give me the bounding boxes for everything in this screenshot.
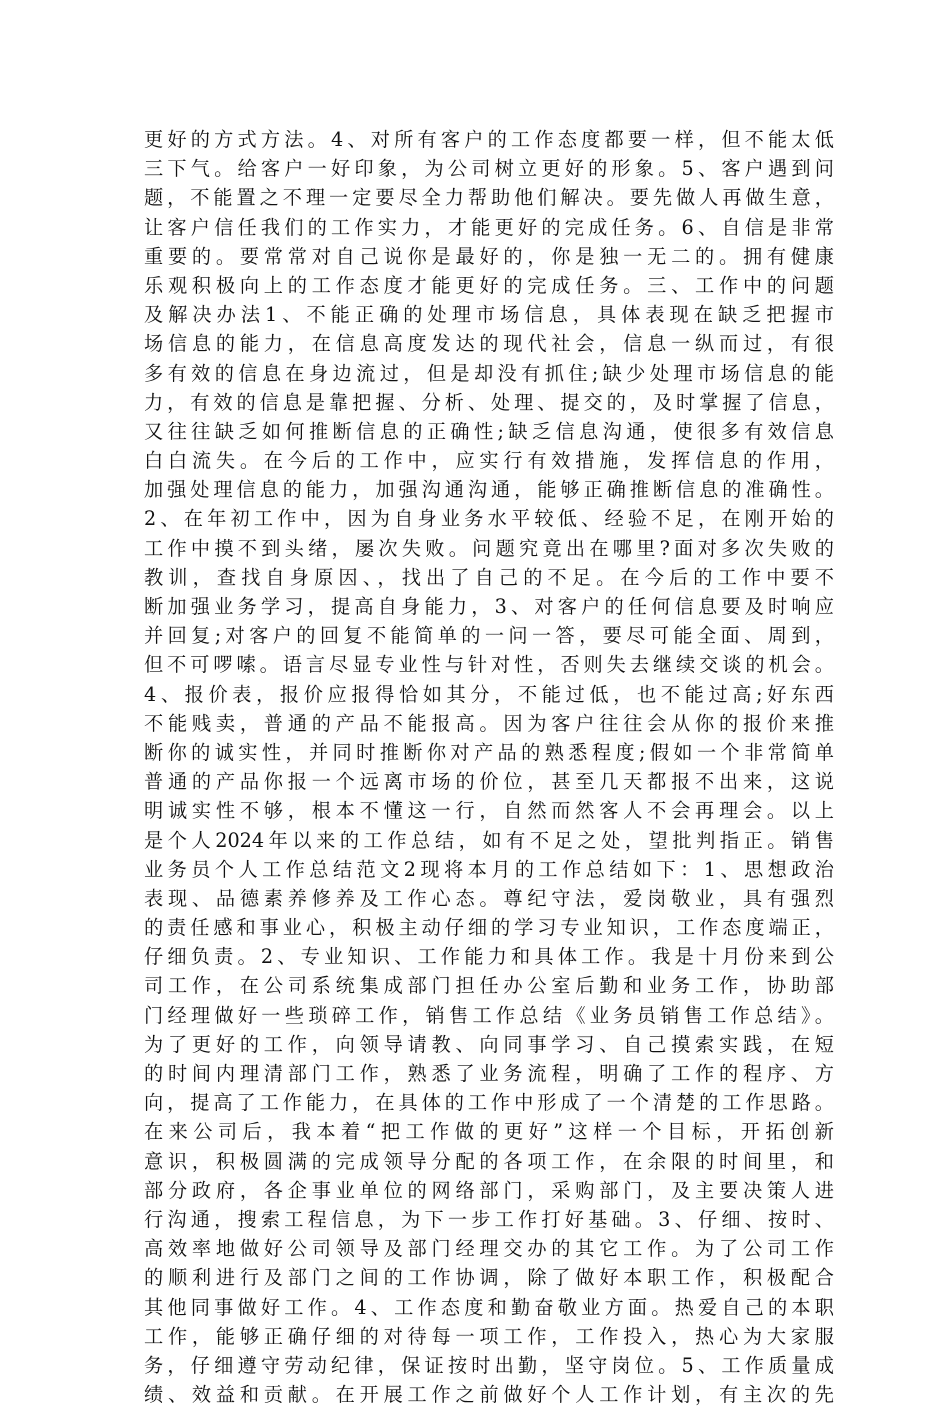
text-line: 4、报价表，报价应报得恰如其分，不能过低，也不能过高;好东西 — [144, 682, 834, 706]
text-line: 三下气。给客户一好印象，为公司树立更好的形象。5、客户遇到问 — [144, 157, 834, 181]
text-line: 的责任感和事业心，积极主动仔细的学习专业知识，工作态度端正， — [144, 916, 834, 940]
text-line: 工作中摸不到头绪，屡次失败。问题究竟出在哪里?面对多次失败的 — [144, 536, 834, 560]
text-line: 断你的诚实性，并同时推断你对产品的熟悉程度;假如一个非常简单 — [144, 740, 834, 764]
text-line: 又往往缺乏如何推断信息的正确性;缺乏信息沟通，使很多有效信息 — [144, 419, 834, 443]
text-line: 重要的。要常常对自己说你是最好的，你是独一无二的。拥有健康 — [144, 244, 834, 268]
text-line: 仔细负责。2、专业知识、工作能力和具体工作。我是十月份来到公 — [144, 945, 834, 969]
text-line: 力，有效的信息是靠把握、分析、处理、提交的，及时掌握了信息， — [144, 390, 834, 414]
text-line: 并回复;对客户的回复不能简单的一问一答，要尽可能全面、周到， — [144, 624, 834, 648]
text-line: 不能贱卖，普通的产品不能报高。因为客户往往会从你的报价来推 — [144, 711, 834, 735]
text-line: 为了更好的工作，向领导请教、向同事学习、自己摸索实践，在短 — [144, 1032, 834, 1056]
text-line: 司工作，在公司系统集成部门担任办公室后勤和业务工作，协助部 — [144, 974, 834, 998]
text-line: 的顺利进行及部门之间的工作协调，除了做好本职工作，积极配合 — [144, 1266, 834, 1290]
text-line: 行沟通，搜索工程信息，为下一步工作打好基础。3、仔细、按时、 — [144, 1207, 834, 1231]
text-line: 及解决办法1、不能正确的处理市场信息，具体表现在缺乏把握市 — [144, 303, 834, 327]
text-line: 向，提高了工作能力，在具体的工作中形成了一个清楚的工作思路。 — [144, 1091, 834, 1115]
text-line: 但不可啰嗦。语言尽显专业性与针对性，否则失去继续交谈的机会。 — [144, 653, 834, 677]
text-line: 让客户信任我们的工作实力，才能更好的完成任务。6、自信是非常 — [144, 215, 834, 239]
text-line: 业务员个人工作总结范文2现将本月的工作总结如下：1、思想政治 — [144, 857, 834, 881]
body-text — [144, 125, 834, 1409]
text-line: 普通的产品你报一个远离市场的价位，甚至几天都报不出来，这说 — [144, 770, 834, 794]
text-line: 断加强业务学习，提高自身能力，3、对客户的任何信息要及时响应 — [144, 595, 834, 618]
text-line: 门经理做好一些琐碎工作，销售工作总结《业务员销售工作总结》。 — [144, 1003, 834, 1027]
text-line: 题，不能置之不理一定要尽全力帮助他们解决。要先做人再做生意， — [144, 186, 834, 210]
text-line: 加强处理信息的能力，加强沟通沟通，能够正确推断信息的准确性。 — [144, 478, 834, 502]
text-line: 部分政府，各企事业单位的网络部门，采购部门，及主要决策人进 — [144, 1178, 834, 1202]
text-line: 的时间内理清部门工作，熟悉了业务流程，明确了工作的程序、方 — [144, 1062, 834, 1085]
text-line: 务，仔细遵守劳动纪律，保证按时出勤，坚守岗位。5、工作质量成 — [144, 1353, 834, 1377]
text-line: 其他同事做好工作。4、工作态度和勤奋敬业方面。热爱自己的本职 — [144, 1295, 834, 1319]
text-line: 乐观积极向上的工作态度才能更好的完成任务。三、工作中的问题 — [144, 273, 834, 297]
text-line: 高效率地做好公司领导及部门经理交办的其它工作。为了公司工作 — [144, 1237, 834, 1261]
text-line: 表现、品德素养修养及工作心态。尊纪守法，爱岗敬业，具有强烈 — [144, 886, 834, 910]
text-line: 2、在年初工作中，因为自身业务水平较低、经验不足，在刚开始的 — [144, 507, 834, 531]
text-line: 多有效的信息在身边流过，但是却没有抓住;缺少处理市场信息的能 — [144, 361, 834, 385]
text-line: 意识，积极圆满的完成领导分配的各项工作，在余限的时间里，和 — [144, 1149, 834, 1173]
text-line: 在来公司后，我本着“把工作做的更好”这样一个目标，开拓创新 — [144, 1120, 834, 1144]
text-line: 明诚实性不够，根本不懂这一行，自然而然客人不会再理会。以上 — [144, 799, 834, 823]
text-line: 白白流失。在今后的工作中，应实行有效措施，发挥信息的作用， — [144, 449, 834, 473]
text-line: 教训，查找自身原因、，找出了自己的不足。在今后的工作中要不 — [144, 565, 834, 589]
text-line: 工作，能够正确仔细的对待每一项工作，工作投入，热心为大家服 — [144, 1324, 834, 1348]
text-line: 绩、效益和贡献。在开展工作之前做好个人工作计划，有主次的先 — [144, 1383, 834, 1407]
text-line: 场信息的能力，在信息高度发达的现代社会，信息一纵而过，有很 — [144, 332, 834, 356]
text-line: 更好的方式方法。4、对所有客户的工作态度都要一样，但不能太低 — [144, 128, 834, 151]
text-line: 是个人2024年以来的工作总结，如有不足之处，望批判指正。销售 — [144, 828, 834, 852]
